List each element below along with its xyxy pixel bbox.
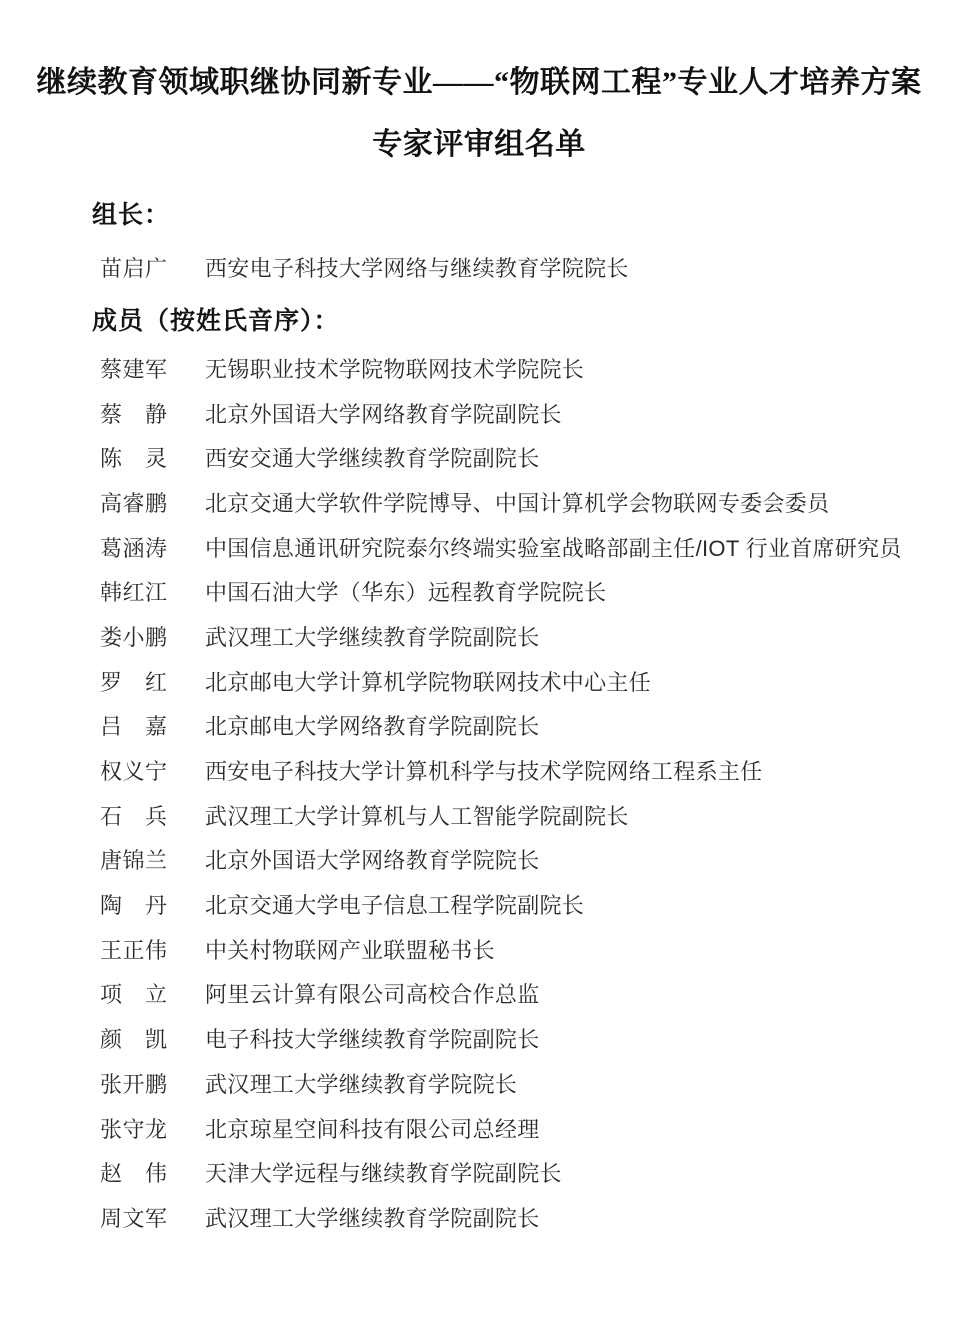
member-affiliation: 北京交通大学软件学院博导、中国计算机学会物联网专委会委员	[205, 490, 830, 516]
member-affiliation: 电子科技大学继续教育学院副院长	[205, 1027, 540, 1053]
leader-section-heading: 组长：	[92, 202, 171, 229]
member-row	[0, 614, 958, 659]
member-affiliation: 中国石油大学（华东）远程教育学院院长	[205, 580, 607, 606]
member-affiliation: 天津大学远程与继续教育学院副院长	[205, 1161, 562, 1187]
member-affiliation: 北京邮电大学网络教育学院副院长	[205, 714, 540, 740]
member-affiliation: 西安电子科技大学网络与继续教育学院院长	[205, 255, 629, 281]
member-row	[0, 480, 958, 525]
member-name: 石 兵	[100, 803, 168, 829]
member-row	[0, 569, 958, 614]
member-row	[0, 1150, 958, 1195]
member-affiliation: 北京琼星空间科技有限公司总经理	[205, 1116, 540, 1142]
member-name: 韩红江	[100, 580, 168, 606]
member-name: 蔡 静	[100, 401, 168, 427]
member-name: 蔡建军	[100, 356, 168, 382]
document-title-line2: 专家评审组名单	[372, 128, 586, 161]
member-name: 周文军	[100, 1205, 168, 1231]
leader-list	[0, 252, 958, 282]
member-name: 张守龙	[100, 1116, 168, 1142]
member-affiliation: 武汉理工大学继续教育学院院长	[205, 1071, 518, 1097]
member-affiliation: 西安电子科技大学计算机科学与技术学院网络工程系主任	[205, 759, 763, 785]
member-affiliation: 北京外国语大学网络教育学院副院长	[205, 401, 562, 427]
member-row	[0, 346, 958, 391]
member-row	[0, 1106, 958, 1151]
member-name: 吕 嘉	[100, 714, 168, 740]
member-affiliation: 中关村物联网产业联盟秘书长	[205, 937, 495, 963]
member-affiliation: 北京交通大学电子信息工程学院副院长	[205, 893, 585, 919]
member-name: 罗 红	[100, 669, 168, 695]
member-name: 苗启广	[100, 255, 168, 281]
member-affiliation: 无锡职业技术学院物联网技术学院院长	[205, 356, 585, 382]
member-row	[0, 1195, 958, 1240]
member-affiliation: 中国信息通讯研究院泰尔终端实验室战略部副主任/IOT 行业首席研究员	[205, 535, 902, 561]
member-row	[0, 972, 958, 1017]
member-name: 颜 凯	[100, 1027, 168, 1053]
member-row	[0, 525, 958, 570]
member-affiliation: 北京外国语大学网络教育学院院长	[205, 848, 540, 874]
member-row	[0, 391, 958, 436]
member-affiliation: 阿里云计算有限公司高校合作总监	[205, 982, 540, 1008]
member-row	[0, 838, 958, 883]
member-name: 唐锦兰	[100, 848, 168, 874]
member-row	[0, 748, 958, 793]
members-list	[0, 346, 958, 1240]
member-name: 葛涵涛	[100, 535, 168, 561]
member-row	[0, 793, 958, 838]
member-name: 娄小鹏	[100, 624, 168, 650]
member-row	[0, 1016, 958, 1061]
member-affiliation: 武汉理工大学继续教育学院副院长	[205, 624, 540, 650]
member-affiliation: 西安交通大学继续教育学院副院长	[205, 446, 540, 472]
member-row	[0, 435, 958, 480]
member-row	[0, 927, 958, 972]
member-name: 王正伟	[100, 937, 168, 963]
member-name: 权义宁	[100, 759, 168, 785]
member-row	[0, 252, 958, 282]
member-name: 陈 灵	[100, 446, 168, 472]
document-title-line1: 继续教育领域职继协同新专业——“物联网工程”专业人才培养方案	[36, 66, 922, 99]
member-name: 赵 伟	[100, 1161, 168, 1187]
member-name: 张开鹏	[100, 1071, 168, 1097]
member-affiliation: 北京邮电大学计算机学院物联网技术中心主任	[205, 669, 652, 695]
member-name: 项 立	[100, 982, 168, 1008]
member-name: 高睿鹏	[100, 490, 168, 516]
member-affiliation: 武汉理工大学计算机与人工智能学院副院长	[205, 803, 629, 829]
member-row	[0, 704, 958, 749]
member-name: 陶 丹	[100, 893, 168, 919]
member-row	[0, 659, 958, 704]
member-affiliation: 武汉理工大学继续教育学院副院长	[205, 1205, 540, 1231]
members-section-heading: 成员（按姓氏音序）：	[92, 308, 340, 335]
member-row	[0, 882, 958, 927]
member-row	[0, 1061, 958, 1106]
